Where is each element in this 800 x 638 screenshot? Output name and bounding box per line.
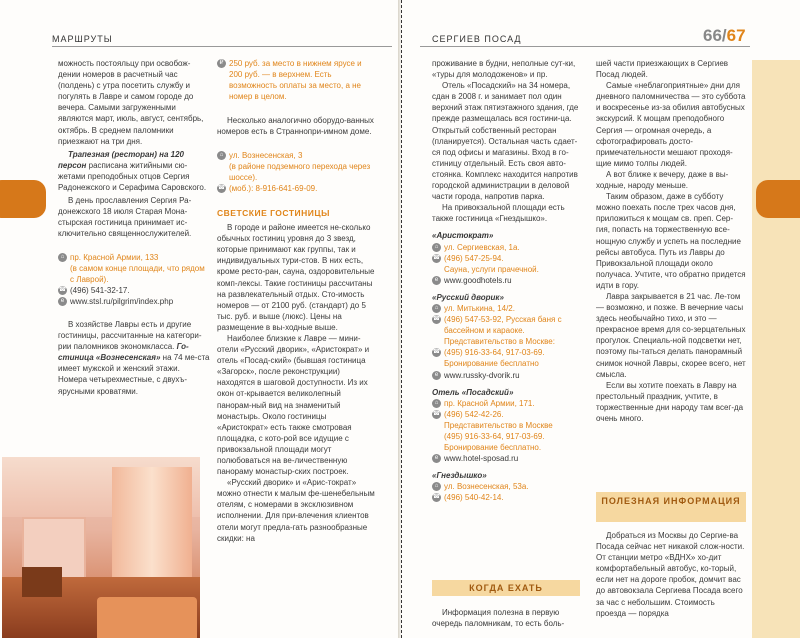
header-rule <box>52 46 392 47</box>
paragraph: Несколько аналогично оборудо-ванных номеров есть в Страннопри-имном доме. <box>217 116 374 137</box>
left-column-1 <box>58 58 210 397</box>
paragraph: В городе и районе имеется не-сколько обычных гостиниц уровня до 3 звезд, которые принимают как группы, так и индивидуальных тури-стов. В них есть, кроме ресто-ран, сауна, оздоровительные комп-лексы. Такие гостиницы рассчитаны на развлекательный отдых. Сто-имость номеров — от 2100 руб. (стандарт) до 5 тыс. руб. и выше (люкс). Цены на размещение в вы-ходные выше. <box>217 223 375 332</box>
phone-icon: ☎ <box>58 286 67 293</box>
amenities: Сауна, услуги прачечной. <box>444 264 539 274</box>
house-icon: ⌂ <box>432 482 441 491</box>
phone: (496) 540-42-14. <box>444 493 504 503</box>
address-note: (в самом конце площади, что рядом с Лаврой). <box>70 263 205 284</box>
text: В хозяйстве Лавры есть и другие гостиницы, рассчитанные на категори-рии паломников экономкласса. <box>58 319 202 352</box>
house-icon: ⌂ <box>432 304 441 313</box>
phone-icon: ☎ <box>432 410 441 417</box>
paragraph: А вот ближе к вечеру, даже в вы-ходные, народу меньше. <box>596 169 729 191</box>
right-column-1 <box>432 58 584 504</box>
web-link[interactable]: www.russky-dvorik.ru <box>444 370 520 380</box>
phone-icon: ☎ <box>432 349 441 356</box>
paragraph: Лавра закрывается в 21 час. Ле-том — возможно, и позже. В вечерние часы здесь необычайно тихо, и это — прекрасное время для со-зерцательных прогулок. Специаль-ной подсветки нет, поэтому пы-таться делать панорамный снимок ночной Лавры, скорее всего, нет смысла. <box>596 291 746 379</box>
phone-line <box>432 347 584 358</box>
address-line <box>58 252 210 263</box>
hotel-room-photo <box>2 457 200 638</box>
house-icon: ⌂ <box>58 253 67 262</box>
address-line <box>217 150 377 161</box>
address-note: (в районе подземного перехода через шоссе). <box>229 161 371 182</box>
section-heading: СВЕТСКИЕ ГОСТИНИЦЫ <box>217 207 330 218</box>
contact-block <box>58 252 210 307</box>
phone-icon: ☎ <box>432 494 441 501</box>
address-line <box>432 481 584 492</box>
bed <box>97 597 197 638</box>
address: пр. Красной Армии, 133 <box>70 252 159 262</box>
hotel-name: «Аристократ» <box>432 231 494 241</box>
table <box>22 567 62 597</box>
paragraph: можность постояльцу при освобож-дении номеров в расчетный час (полдень) с утра посетить службу и погулять в Лавре и самом городе до вечера. Самыми загруженными являются март, июль, август, сентябрь, октябрь. В среднем паломники приезжают на три дня. <box>58 59 204 146</box>
paragraph: Отель «Посадский» на 34 номера, сдан в 2008 г. и занимает пол один верхний этаж пятиэтажного здания, где прежде размещалась вся гостини-ца. Открытый собственный ресторан (планируется). Остальная часть сдает-ся под офисы и магазины. Вход в го-стиницу отдельный. Есть своя авто-стоянка. Комплекс находится напротив городской администрации в деловой части города, напротив парка. <box>432 81 579 202</box>
page-number-left: 66/ <box>703 26 727 45</box>
hotel-name: «Гнездышко» <box>432 471 487 481</box>
web-line <box>58 296 210 307</box>
address-line <box>432 242 584 253</box>
info-box-body <box>596 530 746 619</box>
section-header: МАРШРУТЫ <box>52 34 113 44</box>
phone: (496) 542-42-26. <box>444 409 504 419</box>
address: пр. Красной Армии, 171. <box>444 398 535 408</box>
phone-line <box>217 183 377 194</box>
paragraph: Таким образом, даже в субботу можно поехать после трех часов дня, приложиться к мощам св. преп. Сер-гия, попасть на торжественную все-нощную службу и успеть на последние рейсы автобуса. Путь из Лавры до Привокзальной площади около получаса. Учтите, что обратно придется идти в гору. <box>596 192 746 290</box>
web-icon: e <box>58 297 67 306</box>
phone-icon: ☎ <box>432 316 441 323</box>
text: на 74 ме-ста имеет мужской и женский этажи. Номера четырехместные, с двухъ-ярусными кроватями. <box>58 353 210 396</box>
house-icon: ⌂ <box>432 399 441 408</box>
web-line <box>432 370 584 381</box>
right-column-2 <box>596 58 746 424</box>
cut-line <box>401 0 402 638</box>
hotel-entry <box>432 230 584 285</box>
booking-note: Бронирование бесплатно <box>444 359 539 369</box>
phone-line <box>432 314 584 336</box>
phone: (496) 541-32-17. <box>70 285 130 295</box>
page-tab-right <box>756 180 800 218</box>
side-band <box>752 60 800 638</box>
left-column-2 <box>217 58 377 544</box>
address-line <box>432 303 584 314</box>
phone-icon: ☎ <box>217 184 226 191</box>
contact-block <box>217 150 377 194</box>
phone-line <box>432 492 584 503</box>
paragraph: Информация полезна в первую очередь паломникам, то есть боль- <box>432 608 565 629</box>
address: ул. Сергиевская, 1а. <box>444 242 520 252</box>
section-header: СЕРГИЕВ ПОСАД <box>432 34 522 44</box>
bold-term: Трапезная (ресторан) на 120 персон <box>58 149 185 170</box>
ruble-icon: ₽ <box>217 59 226 68</box>
web-line <box>432 453 584 464</box>
page-number-right: 67 <box>726 26 746 45</box>
hotel-entry <box>432 292 584 381</box>
phone: (496) 547-25-94. <box>444 253 504 263</box>
office-label: Представительство в Москве <box>444 420 553 430</box>
price-text: 250 руб. за место в нижнем ярусе и 200 руб. — в верхнем. Есть возможность оплаты за место, а не номер в целом. <box>229 59 362 102</box>
curtain <box>112 467 192 587</box>
web-icon: e <box>432 454 441 463</box>
hotel-name: «Русский дворик» <box>432 292 504 302</box>
house-icon: ⌂ <box>432 243 441 252</box>
paragraph: Наиболее близкие к Лавре — мини-отели «Русский дворик», «Аристократ» и отель «Посад-ский» (бывшая гостиница «Загорск», после реконструкции) находятся в шаговой доступности. Из их окон от-крывается великолепный панорам-ный вид на знаменитый монастырь. Около гостиницы «Аристократ» есть также смотровая площадка, с кото-рой все идущие с привокзальной площади могут полюбоваться на ве-личественную панораму монастыр-ских построек. <box>217 333 370 477</box>
phone-icon: ☎ <box>432 254 441 261</box>
page-tab-left <box>0 180 46 218</box>
header-rule <box>420 46 750 47</box>
hotel-entry <box>432 387 584 465</box>
house-icon: ⌂ <box>217 151 226 160</box>
web-line <box>432 275 584 286</box>
web-icon: e <box>432 276 441 285</box>
page-number <box>703 26 746 46</box>
phone: (495) 916-33-64, 917-03-69. <box>444 432 545 441</box>
web-icon: e <box>432 371 441 380</box>
address-line <box>432 398 584 409</box>
web-link[interactable]: www.hotel-sposad.ru <box>444 454 519 464</box>
phone-line <box>58 285 210 296</box>
address: ул. Вознесенская, 53а. <box>444 482 529 492</box>
phone-line <box>432 409 584 420</box>
office-label: Представительство в Москве: <box>444 337 555 347</box>
booking-note: Бронирование бесплатно. <box>444 443 542 453</box>
paragraph: На привокзальной площади есть также гостиница «Гнездышко». <box>432 203 565 224</box>
address: ул. Митькина, 14/2. <box>444 303 515 313</box>
web-link[interactable]: www.goodhotels.ru <box>444 275 512 285</box>
paragraph <box>58 319 210 397</box>
paragraph: В день прославления Сергия Ра-донежского 18 июля Старая Мона-стырская гостиница принимает ис-ключительно священнослужителей. <box>58 196 192 239</box>
phone: (496) 547-53-92, Русская баня с бассейном и караоке. <box>444 315 562 336</box>
address: ул. Вознесенская, 3 <box>229 150 303 160</box>
hotel-entry <box>432 470 584 503</box>
info-box-title: ПОЛЕЗНАЯ ИНФОРМАЦИЯ <box>596 492 746 522</box>
paragraph: шей части приезжающих в Сергиев Посад людей. <box>596 59 729 80</box>
bold-term: Го-стиница «Вознесенская» <box>58 342 189 363</box>
hotel-name: Отель «Посадский» <box>432 387 514 397</box>
phone: (495) 916-33-64, 917-03-69. <box>444 348 545 358</box>
section-heading-box: КОГДА ЕХАТЬ <box>432 580 580 596</box>
paragraph: Если вы хотите поехать в Лавру на престольный праздник, учтите, в торжественные дни народу там всег-да очень много. <box>596 380 744 423</box>
price-line <box>217 58 377 102</box>
paragraph: Самые «неблагоприятные» дни для дневного паломничества — это суббота и воскресенье из-за обилия автобусных экскурсий. К мощам преподобного Сергия — огромная очередь, а сфотографировать досто-примечательности мешают проходя-щие мимо толпы людей. <box>596 81 746 168</box>
paragraph <box>58 149 210 193</box>
phone-line <box>432 253 584 264</box>
phone: (моб.): 8-916-641-69-09. <box>229 183 318 193</box>
paragraph: «Русский дворик» и «Арис-тократ» можно отнести к малым фе-шенебельным отелям, с номерами в эксклюзивном исполнении. Для при-влечения клиентов отели могут предла-гать разнообразные скидки: на <box>217 478 375 543</box>
right-column-1-tail <box>432 607 584 629</box>
text: расписана житийными сю-жетами преподобных отцов Сергия Радонежского и Серафима Саровского. <box>58 160 207 193</box>
paragraph: Добраться из Москвы до Сергие-ва Посада сейчас нет никакой слож-ности. От станции метро «ВДНХ» хо-дит комфортабельный автобус, ко-торый, если нет на дороге пробок, домчит вас до автовокзала Сергиева Посада всего за час с небольшим. Стоимость проезда — порядка <box>596 531 745 618</box>
web-link[interactable]: www.stsl.ru/pilgrim/index.php <box>70 296 174 306</box>
paragraph: проживание в будни, неполные сут-ки, «туры для молодоженов» и пр. <box>432 59 576 80</box>
